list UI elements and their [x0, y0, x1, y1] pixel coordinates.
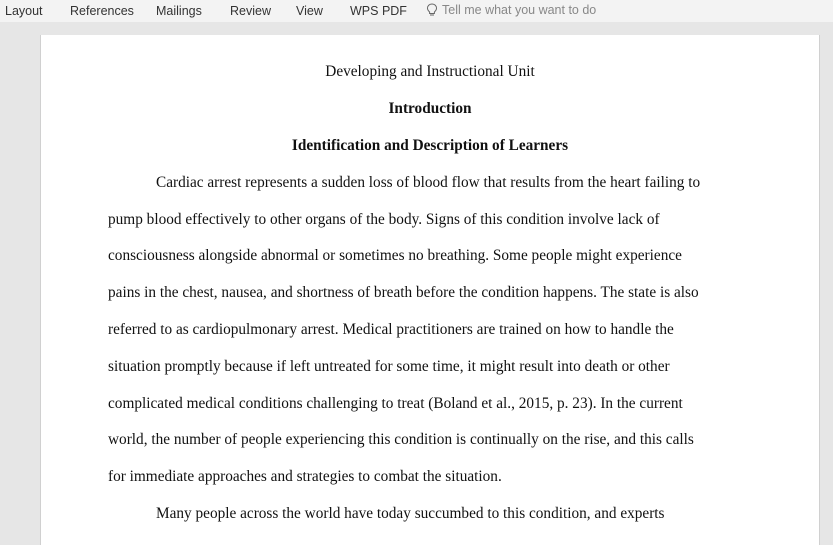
- tab-wps-pdf[interactable]: WPS PDF: [350, 4, 407, 18]
- paragraph-line: pains in the chest, nausea, and shortness of breath before the condition happens. The state is also: [108, 284, 699, 301]
- tab-mailings[interactable]: Mailings: [156, 4, 202, 18]
- tell-me-placeholder: Tell me what you want to do: [442, 3, 597, 17]
- heading-learners: Identification and Description of Learners: [291, 137, 569, 154]
- tab-references[interactable]: References: [70, 4, 134, 18]
- paragraph-line: complicated medical conditions challenging to treat (Boland et al., 2015, p. 23). In the current: [108, 395, 683, 412]
- ribbon-tab-bar: [0, 0, 833, 22]
- paragraph-line: world, the number of people experiencing this condition is continually on the rise, and this calls: [108, 431, 694, 448]
- document-title: Developing and Instructional Unit: [325, 63, 535, 80]
- tell-me-search[interactable]: [426, 3, 596, 17]
- tab-view[interactable]: View: [296, 4, 323, 18]
- tab-review[interactable]: Review: [230, 4, 271, 18]
- paragraph-line: Many people across the world have today succumbed to this condition, and experts: [156, 505, 665, 522]
- paragraph-line: pump blood effectively to other organs of the body. Signs of this condition involve lack of: [108, 211, 660, 228]
- document-page[interactable]: [40, 35, 820, 545]
- paragraph-line: for immediate approaches and strategies to combat the situation.: [108, 468, 502, 485]
- lightbulb-icon: [426, 3, 438, 17]
- heading-introduction: Introduction: [388, 100, 472, 117]
- paragraph-line: Cardiac arrest represents a sudden loss of blood flow that results from the heart failing to: [156, 174, 701, 191]
- tab-layout[interactable]: Layout: [5, 4, 43, 18]
- paragraph-line: situation promptly because if left untreated for some time, it might result into death or other: [108, 358, 670, 375]
- paragraph-line: consciousness alongside abnormal or sometimes no breathing. Some people might experience: [108, 247, 682, 264]
- paragraph-line: referred to as cardiopulmonary arrest. Medical practitioners are trained on how to handle the: [108, 321, 674, 338]
